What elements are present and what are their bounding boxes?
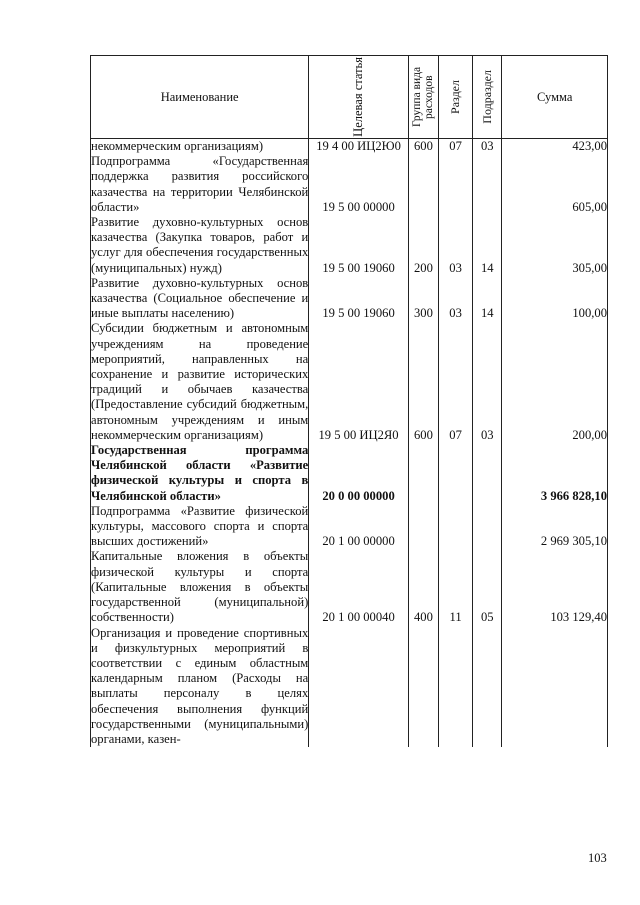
row-subsection: 05	[473, 549, 502, 625]
header-code: Целевая статья	[309, 56, 409, 139]
row-section: 11	[439, 549, 473, 625]
row-sum: 423,00	[502, 139, 608, 155]
table-row	[91, 276, 608, 322]
header-section: Раздел	[439, 56, 473, 139]
row-section	[439, 443, 473, 504]
page-number: 103	[588, 851, 607, 865]
header-group: Группа вида расходов	[408, 56, 438, 139]
row-subsection	[473, 504, 502, 550]
row-group	[408, 154, 438, 215]
row-sum: 103 129,40	[502, 549, 608, 625]
row-code: 20 1 00 00000	[309, 504, 409, 550]
row-name: Капитальные вложения в объекты физической культуры и спорта (Капитальные вложения в объекты государственной (муниципальной) собственности)	[91, 549, 309, 625]
row-subsection: 03	[473, 321, 502, 443]
header-name: Наименование	[91, 56, 309, 139]
row-code: 19 4 00 ИЦ2Ю0	[309, 139, 409, 155]
row-section: 03	[439, 276, 473, 322]
header-subsection: Подраздел	[473, 56, 502, 139]
row-group: 200	[408, 215, 438, 276]
row-section	[439, 626, 473, 748]
row-name: Развитие духовно-культурных основ казачества (Социальное обеспечение и иные выплаты населению)	[91, 275, 309, 321]
row-sum: 100,00	[502, 276, 608, 322]
row-group: 600	[408, 321, 438, 443]
row-name: Подпрограмма «Развитие физической культуры, массового спорта и спорта высших достижений»	[91, 503, 309, 549]
header-sum: Сумма	[502, 56, 608, 139]
row-group: 600	[408, 139, 438, 155]
row-subsection: 03	[473, 139, 502, 155]
row-section	[439, 504, 473, 550]
row-subsection: 14	[473, 215, 502, 276]
row-code: 20 0 00 00000	[309, 443, 409, 504]
row-name: Подпрограмма «Государственная поддержка развития российского казачества на территории Челябинской области»	[91, 154, 309, 214]
row-code: 19 5 00 19060	[309, 276, 409, 322]
row-group	[408, 443, 438, 504]
row-sum: 3 966 828,10	[502, 443, 608, 504]
table-row	[91, 549, 608, 625]
row-code: 20 1 00 00040	[309, 549, 409, 625]
row-code	[309, 626, 409, 748]
row-section	[439, 154, 473, 215]
row-group: 400	[408, 549, 438, 625]
row-code: 19 5 00 00000	[309, 154, 409, 215]
row-sum: 200,00	[502, 321, 608, 443]
table-row	[91, 215, 608, 276]
row-sum: 605,00	[502, 154, 608, 215]
row-name: Развитие духовно-культурных основ казачества (Закупка товаров, работ и услуг для обеспечения государственных (муниципальных) нужд)	[91, 215, 309, 275]
table-body	[91, 139, 608, 748]
table-row	[91, 626, 608, 748]
row-name: Государственная программа Челябинской области «Развитие физической культуры и спорта в Челябинской области»	[91, 443, 309, 503]
row-code: 19 5 00 ИЦ2Я0	[309, 321, 409, 443]
row-subsection	[473, 626, 502, 748]
row-sum: 2 969 305,10	[502, 504, 608, 550]
row-section: 07	[439, 321, 473, 443]
row-section: 03	[439, 215, 473, 276]
table-row	[91, 321, 608, 443]
row-section: 07	[439, 139, 473, 155]
table-row	[91, 443, 608, 504]
table-row	[91, 154, 608, 215]
row-code: 19 5 00 19060	[309, 215, 409, 276]
row-subsection: 14	[473, 276, 502, 322]
budget-table	[90, 55, 608, 747]
row-sum: 305,00	[502, 215, 608, 276]
row-subsection	[473, 443, 502, 504]
row-name: Организация и проведение спортивных и физкультурных мероприятий в соответствии с единым областным календарным планом (Расходы на выплаты персоналу в целях обеспечения выполнения функций государственными (муниципальными) органами, казен-	[91, 625, 309, 746]
table-header-row	[91, 56, 608, 139]
table-row	[91, 139, 608, 155]
row-sum	[502, 626, 608, 748]
row-group: 300	[408, 276, 438, 322]
row-name: некоммерческим организациям)	[91, 139, 309, 155]
row-group	[408, 626, 438, 748]
row-name: Субсидии бюджетным и автономным учреждениям на проведение мероприятий, направленных на сохранение и развитие исторических традиций и обычаев казачества (Предоставление субсидий бюджетным, автономным учреждениям и иным некоммерческим организациям)	[91, 321, 309, 442]
row-group	[408, 504, 438, 550]
row-subsection	[473, 154, 502, 215]
table-row	[91, 504, 608, 550]
